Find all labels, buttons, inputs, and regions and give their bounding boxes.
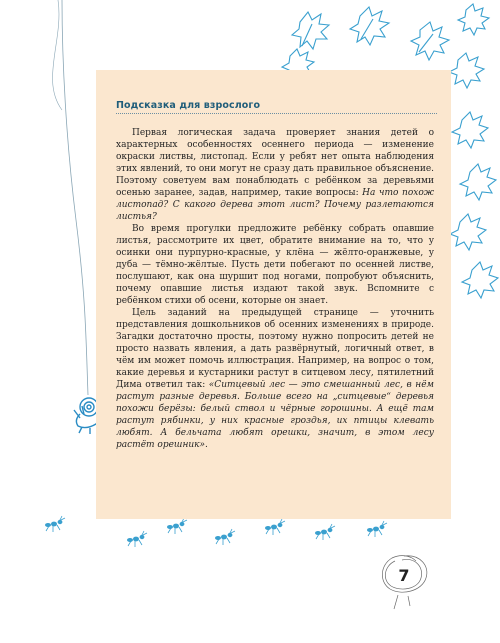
maple-leaf-icon (460, 164, 496, 200)
ant-icon (127, 531, 147, 547)
maple-leaf-icon (350, 7, 389, 45)
ant-icon (367, 521, 387, 537)
ant-icon (315, 524, 335, 540)
paragraph-2: Во время прогулки предложите ребёнку собрать опавшие листья, рассмотрите их цвет, обратите внимание на то, что у осинки они пурпурно-красные, у клёна — жёлто-оранжевые, у дуба — тёмно-жёлтые. Пусть дети побегают по осенней листве, послушают, как она шуршит под ногами, попробуют объяснить, почему опавшие листья издают такой звук. Вспомните с ребёнком стихи об осени, которые он знает. (116, 224, 434, 306)
maple-leaf-icon (452, 112, 488, 148)
hanging-thread (62, 0, 88, 395)
hint-body (116, 127, 434, 451)
maple-leaf-icon (462, 262, 498, 298)
ant-icon (265, 519, 285, 535)
maple-leaf-icon (458, 4, 489, 35)
child-answer-quote: «Ситцевый лес — это смешанный лес, в нём растут разные деревья. Больше всего на „ситцевые“ деревья похожи берёзы: белый ствол и чёрные горошины. А ещё там растут рябинки, у них красные гроздья, их птицы клевать любят. А бельчата любят орешки, значит, в этом лесу растёт орешник». (116, 380, 434, 450)
example-questions: На что похож листопад? С какого дерева этот лист? Почему разлетаются листья? (116, 188, 434, 222)
ant-icon (167, 518, 187, 534)
heading-divider (116, 113, 437, 114)
paragraph-3: Цель заданий на предыдущей странице — уточнить представления дошкольников об осенних изменениях в природе. Загадки достаточно просты, поэтому нужно попросить детей не просто назвать явления, а дать развёрнутый, логичный ответ, в чём им может помочь иллюстрация. Например, на вопрос о том, какие деревья и кустарники растут в ситцевом лесу, пятилетний Дима ответил так: «Ситцевый лес — это смешанный лес, в нём растут разные деревья. Больше всего на „ситцевые“ деревья похожи берёзы: белый ствол и чёрные горошины. А ещё там растут рябинки, у них красные гроздья, их птицы клевать любят. А бельчата любят орешки, значит, в этом лесу растёт орешник». (116, 308, 434, 450)
maple-leaf-icon (449, 53, 484, 88)
paragraph-1: Первая логическая задача проверяет знания детей о характерных особенностях осеннего периода — изменение окраски листвы, листопад. Если у ребят нет опыта наблюдения этих явлений, то они могут не сразу дать правильное объяснение. Поэтому советуем вам понаблюдать с ребёнком за деревьями осенью заранее, задав, например, такие вопросы: На что похож листопад? С какого дерева этот лист? Почему разлетаются листья? (116, 128, 434, 222)
maple-leaf-icon (411, 22, 449, 60)
ant-icon (215, 529, 235, 545)
ant-icon (45, 516, 65, 532)
maple-leaf-icon (450, 214, 486, 250)
hint-heading: Подсказка для взрослого (116, 100, 261, 111)
maple-leaf-icon (292, 12, 329, 49)
page-number: 7 (398, 566, 410, 585)
